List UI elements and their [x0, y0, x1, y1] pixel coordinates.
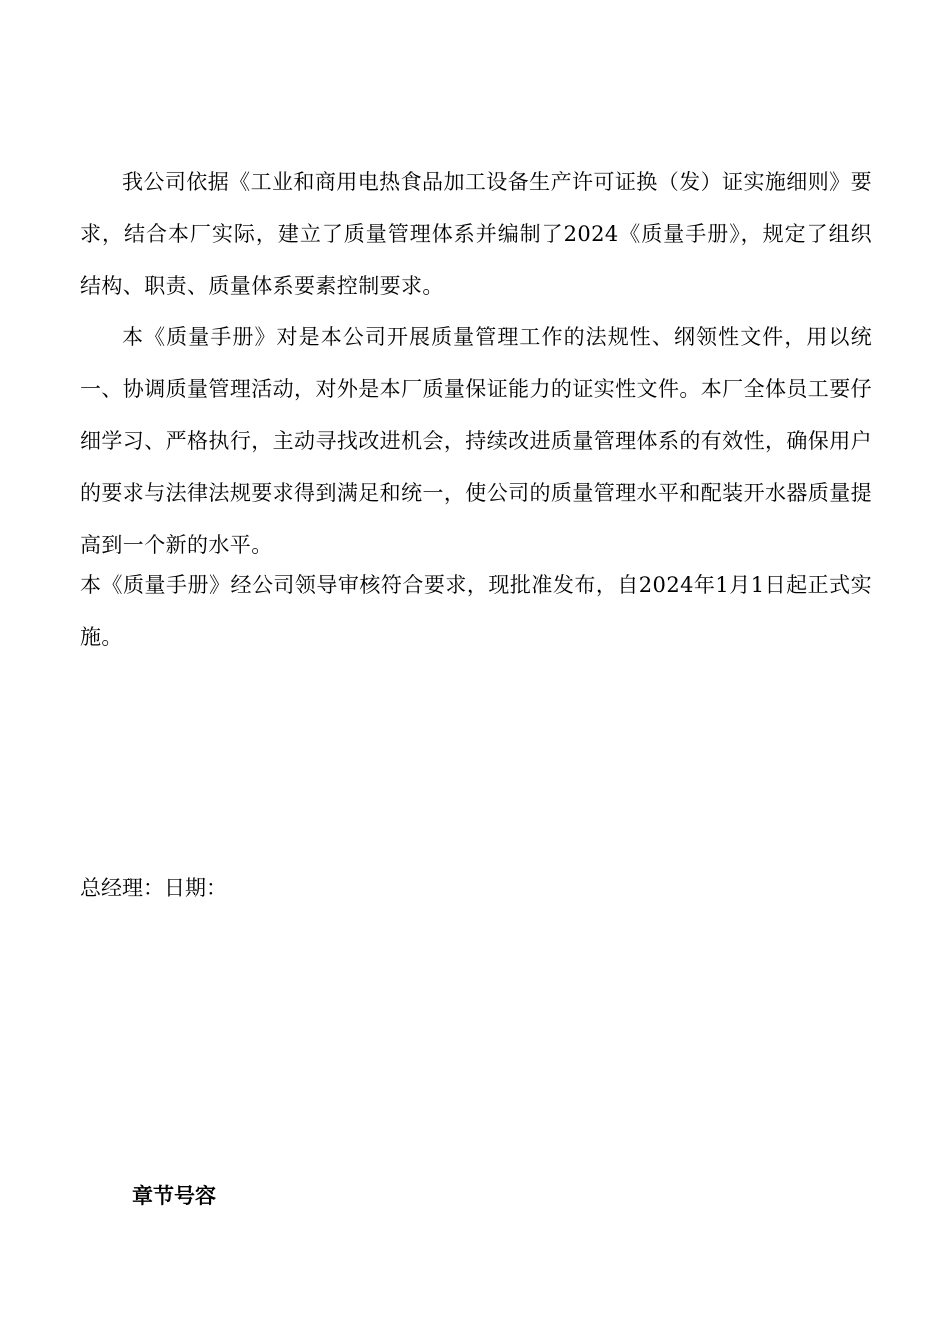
approval-paragraph: 本《质量手册》经公司领导审核符合要求，现批准发布，自2024年1月1日起正式实施。	[80, 573, 872, 649]
section-heading: 章节号容	[132, 1184, 216, 1208]
signature-line: 总经理：日期：	[80, 876, 227, 900]
manual-purpose-paragraph: 本《质量手册》对是本公司开展质量管理工作的法规性、纲领性文件，用以统一、协调质量管理活动，对外是本厂质量保证能力的证实性文件。本厂全体员工要仔细学习、严格执行，主动寻找改进机会，持续改进质量管理体系的有效性，确保用户的要求与法律法规要求得到满足和统一，使公司的质量管理水平和配装开水器质量提高到一个新的水平。	[80, 325, 872, 557]
intro-paragraph: 我公司依据《工业和商用电热食品加工设备生产许可证换（发）证实施细则》要求，结合本厂实际，建立了质量管理体系并编制了2024《质量手册》，规定了组织结构、职责、质量体系要素控制要求。	[80, 170, 872, 298]
